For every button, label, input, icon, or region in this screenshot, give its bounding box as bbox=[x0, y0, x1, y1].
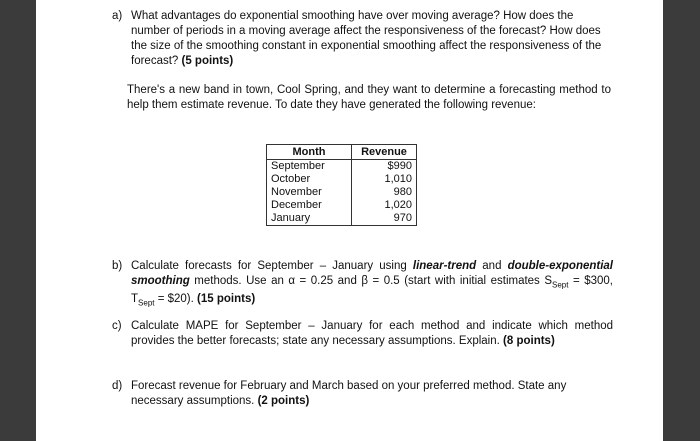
question-c-label: c) bbox=[112, 320, 122, 332]
method-double-exponential: double-exponential smoothing bbox=[131, 260, 613, 287]
subscript-sept: Sept bbox=[138, 298, 155, 308]
question-b-label: b) bbox=[112, 260, 123, 272]
month-cell: December bbox=[267, 199, 352, 212]
month-cell: November bbox=[267, 186, 352, 199]
question-c-text: Calculate MAPE for September – January for each method and indicate which method provides the better forecasts; state any necessary assumptions. Explain. bbox=[131, 320, 613, 347]
month-cell: September bbox=[267, 160, 352, 174]
question-b-text-3: methods. Use an α = 0.25 and β = 0.5 (start with initial estimates S bbox=[189, 275, 552, 287]
table-row bbox=[267, 186, 417, 199]
revenue-table bbox=[266, 144, 417, 226]
subscript-sept: Sept bbox=[552, 280, 569, 290]
revenue-cell: $990 bbox=[352, 160, 417, 174]
question-b bbox=[112, 259, 613, 311]
header-revenue: Revenue bbox=[352, 145, 417, 160]
revenue-cell: 1,010 bbox=[352, 173, 417, 186]
question-d bbox=[112, 379, 613, 409]
revenue-cell: 970 bbox=[352, 212, 417, 226]
question-b-text-2: and bbox=[476, 260, 508, 272]
header-month: Month bbox=[267, 145, 352, 160]
month-cell: January bbox=[267, 212, 352, 226]
table-row bbox=[267, 212, 417, 226]
question-d-points: (2 points) bbox=[257, 395, 310, 407]
question-c-points: (8 points) bbox=[503, 335, 555, 347]
revenue-cell: 1,020 bbox=[352, 199, 417, 212]
intro-paragraph: There's a new band in town, Cool Spring, and they want to determine a forecasting method to help them estimate revenue. To date they have generated the following revenue: bbox=[127, 84, 611, 111]
table-row bbox=[267, 160, 417, 174]
table-row bbox=[267, 199, 417, 212]
question-a-text: What advantages do exponential smoothing have over moving average? How does the number of periods in a moving average affect the responsiveness of the forecast? How does the size of the smoothing constant in exponential smoothing affect the responsiveness of the forecast? bbox=[131, 10, 602, 67]
question-a-label: a) bbox=[112, 10, 123, 22]
question-c bbox=[112, 319, 613, 349]
method-linear-trend: linear-trend bbox=[412, 260, 477, 272]
question-a-points: (5 points) bbox=[181, 55, 234, 67]
question-b-text-4: = $300, T bbox=[131, 275, 613, 306]
document-page bbox=[36, 0, 663, 441]
revenue-cell: 980 bbox=[352, 186, 417, 199]
question-d-label: d) bbox=[112, 380, 123, 392]
month-cell: October bbox=[267, 173, 352, 186]
question-b-text-1: Calculate forecasts for September – January using bbox=[131, 260, 413, 272]
question-d-text: Forecast revenue for February and March based on your preferred method. State any necessary assumptions. bbox=[131, 380, 567, 407]
question-a bbox=[112, 9, 613, 69]
table-row bbox=[267, 173, 417, 186]
question-b-text-5: = $20). bbox=[154, 293, 194, 306]
question-b-points: (15 points) bbox=[197, 293, 256, 306]
